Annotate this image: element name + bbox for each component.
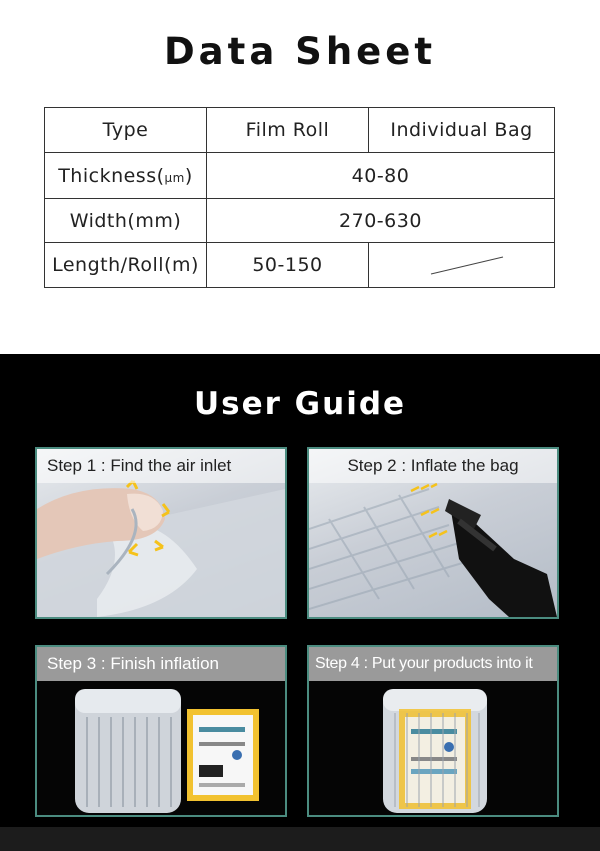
data-sheet-title: Data Sheet xyxy=(163,30,437,73)
header-individual-bag: Individual Bag xyxy=(369,108,555,153)
user-guide-title: User Guide xyxy=(193,386,407,422)
thickness-value: 40-80 xyxy=(207,153,555,199)
step-3-label: Step 3 : Finish inflation xyxy=(37,647,285,681)
spec-table xyxy=(44,107,555,288)
header-film-roll: Film Roll xyxy=(207,108,369,153)
not-applicable-slash xyxy=(369,243,555,288)
bottom-strip xyxy=(0,827,600,851)
step-2-panel xyxy=(307,447,559,619)
table-row-length xyxy=(45,243,555,288)
width-value: 270-630 xyxy=(207,199,555,243)
step-3-panel xyxy=(35,645,287,817)
table-row-thickness xyxy=(45,153,555,199)
step-4-label: Step 4 : Put your products into it xyxy=(309,647,557,681)
table-header-row xyxy=(45,108,555,153)
step-1-label: Step 1 : Find the air inlet xyxy=(37,449,285,483)
step-4-panel xyxy=(307,645,559,817)
header-type: Type xyxy=(45,108,207,153)
length-film-roll-value: 50-150 xyxy=(207,243,369,288)
table-row-width xyxy=(45,199,555,243)
step-2-label: Step 2 : Inflate the bag xyxy=(309,449,557,483)
width-label: Width(mm) xyxy=(45,199,207,243)
step-1-panel xyxy=(35,447,287,619)
length-label: Length/Roll(m) xyxy=(45,243,207,288)
thickness-label: Thickness(μm) xyxy=(45,153,207,199)
length-individual-bag-empty xyxy=(369,243,555,288)
